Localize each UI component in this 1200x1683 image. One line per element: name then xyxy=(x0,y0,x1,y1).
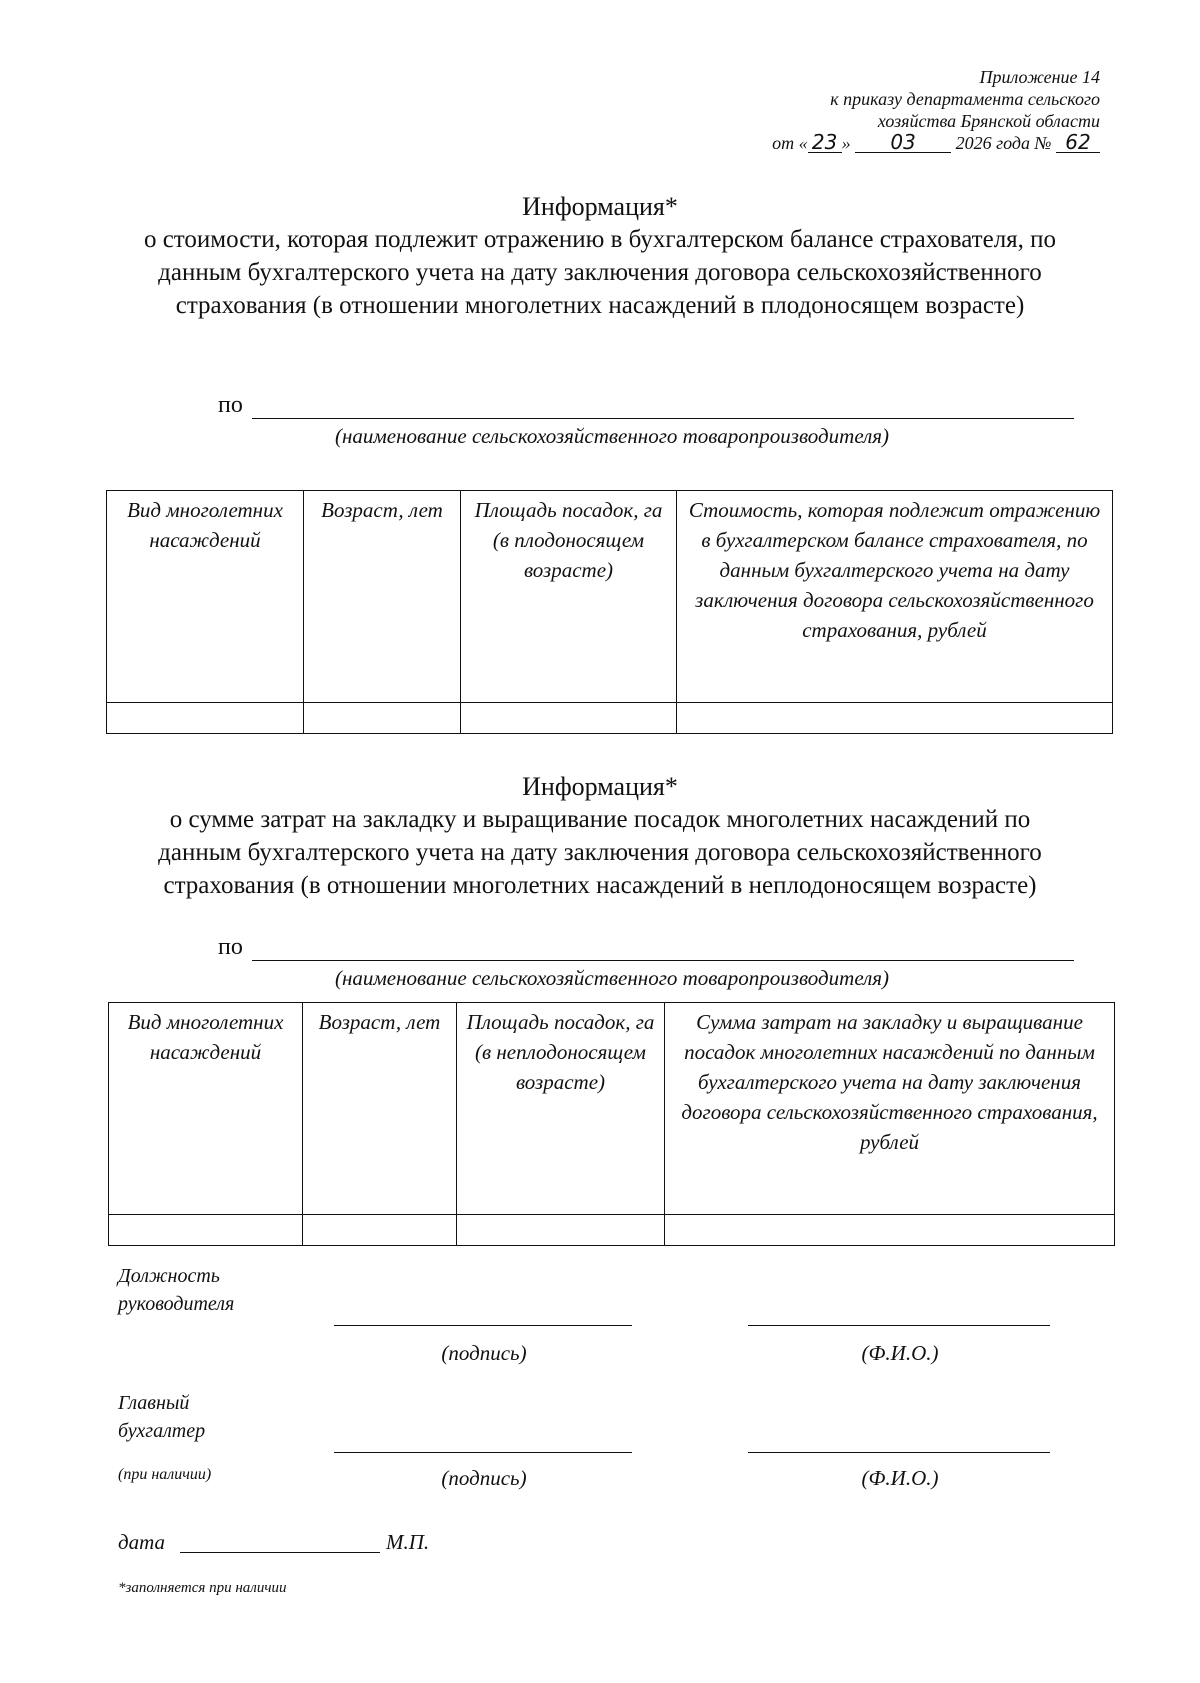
date-line[interactable] xyxy=(180,1552,380,1553)
head-fio-line[interactable] xyxy=(748,1325,1050,1326)
section1-table-row xyxy=(107,703,1113,734)
appendix-number: 62 xyxy=(1056,132,1100,153)
appendix-quote-open: « xyxy=(798,133,808,153)
section1-description: о стоимости, которая подлежит отражению в бухгалтерском балансе страхователя, по данным бухгалтерского учета на дату заключения договора сельскохозяйственного страхования (в отношении многолетних насаждений в плодоносящем возрасте) xyxy=(143,226,1057,319)
head-signature-line[interactable] xyxy=(334,1325,632,1326)
section2-header-type: Вид многолетних насаждений xyxy=(109,1003,303,1215)
section2-table-row xyxy=(109,1215,1115,1246)
accountant-fio-caption: (Ф.И.О.) xyxy=(861,1466,939,1490)
stamp-label: М.П. xyxy=(386,1530,430,1554)
section1-table xyxy=(106,490,1113,734)
appendix-day: 23 xyxy=(808,132,842,153)
section2-title xyxy=(120,770,1080,902)
appendix-header xyxy=(772,66,1100,154)
head-signature-caption: (подпись) xyxy=(441,1341,527,1365)
section1-cell-value[interactable] xyxy=(677,703,1113,734)
section2-description: о сумме затрат на закладку и выращивание посадок многолетних насаждений по данным бухгалтерского учета на дату заключения договора сельскохозяйственного страхования (в отношении многолетних насаждений в неплодоносящем возрасте) xyxy=(158,806,1042,899)
appendix-order-line: к приказу департамента сельского xyxy=(830,89,1100,109)
section1-cell-area[interactable] xyxy=(461,703,677,734)
section2-producer-line xyxy=(252,960,1074,961)
date-label: дата xyxy=(118,1530,166,1554)
section2-cell-type[interactable] xyxy=(109,1215,303,1246)
appendix-quote-close: » xyxy=(841,133,851,153)
section1-table-header-row xyxy=(107,491,1113,703)
section2-producer-caption: (наименование сельскохозяйственного товаропроизводителя) xyxy=(334,966,890,990)
accountant-signature-caption: (подпись) xyxy=(441,1466,527,1490)
section2-cell-value[interactable] xyxy=(665,1215,1115,1246)
section1-header-area: Площадь посадок, га (в плодоносящем возрасте) xyxy=(461,491,677,703)
head-position-label xyxy=(118,1262,234,1318)
section1-producer-caption: (наименование сельскохозяйственного товаропроизводителя) xyxy=(334,424,890,448)
footnote: *заполняется при наличии xyxy=(118,1580,287,1596)
section2-table-header-row xyxy=(109,1003,1115,1215)
section2-heading: Информация* xyxy=(522,772,678,801)
section1-header-type: Вид многолетних насаждений xyxy=(107,491,304,703)
if-available-note: (при наличии) xyxy=(118,1466,212,1483)
section2-header-age: Возраст, лет xyxy=(303,1003,457,1215)
section1-title xyxy=(120,190,1080,322)
chief-accountant-line1: Главный xyxy=(118,1392,190,1414)
head-position-line2: руководителя xyxy=(118,1293,235,1315)
section1-cell-type[interactable] xyxy=(107,703,304,734)
section2-po-label: по xyxy=(218,934,243,960)
section2-cell-area[interactable] xyxy=(457,1215,665,1246)
section1-header-age: Возраст, лет xyxy=(304,491,461,703)
head-position-line1: Должность xyxy=(118,1265,220,1287)
section1-cell-age[interactable] xyxy=(304,703,461,734)
section2-table xyxy=(108,1002,1115,1246)
chief-accountant-label xyxy=(118,1389,205,1445)
section2-header-area: Площадь посадок, га (в неплодоносящем возрасте) xyxy=(457,1003,665,1215)
section1-heading: Информация* xyxy=(522,192,678,221)
head-fio-caption: (Ф.И.О.) xyxy=(861,1341,939,1365)
section1-po-label: по xyxy=(218,392,243,418)
chief-accountant-line2: бухгалтер xyxy=(118,1420,206,1442)
appendix-month: 03 xyxy=(855,132,951,153)
accountant-fio-line[interactable] xyxy=(748,1452,1050,1453)
section2-cell-age[interactable] xyxy=(303,1215,457,1246)
section2-header-value: Сумма затрат на закладку и выращивание посадок многолетних насаждений по данным бухгалтерского учета на дату заключения договора сельскохозяйственного страхования, рублей xyxy=(665,1003,1115,1215)
section1-header-value: Стоимость, которая подлежит отражению в бухгалтерском балансе страхователя, по данным бухгалтерского учета на дату заключения договора сельскохозяйственного страхования, рублей xyxy=(677,491,1113,703)
appendix-title: Приложение 14 xyxy=(979,67,1100,87)
accountant-signature-line[interactable] xyxy=(334,1452,632,1453)
appendix-department-line: хозяйства Брянской области xyxy=(877,111,1100,131)
appendix-date-line xyxy=(772,132,1100,154)
appendix-year: 2026 года № xyxy=(955,133,1052,153)
section1-producer-line xyxy=(252,418,1074,419)
appendix-ot: от xyxy=(772,133,795,153)
